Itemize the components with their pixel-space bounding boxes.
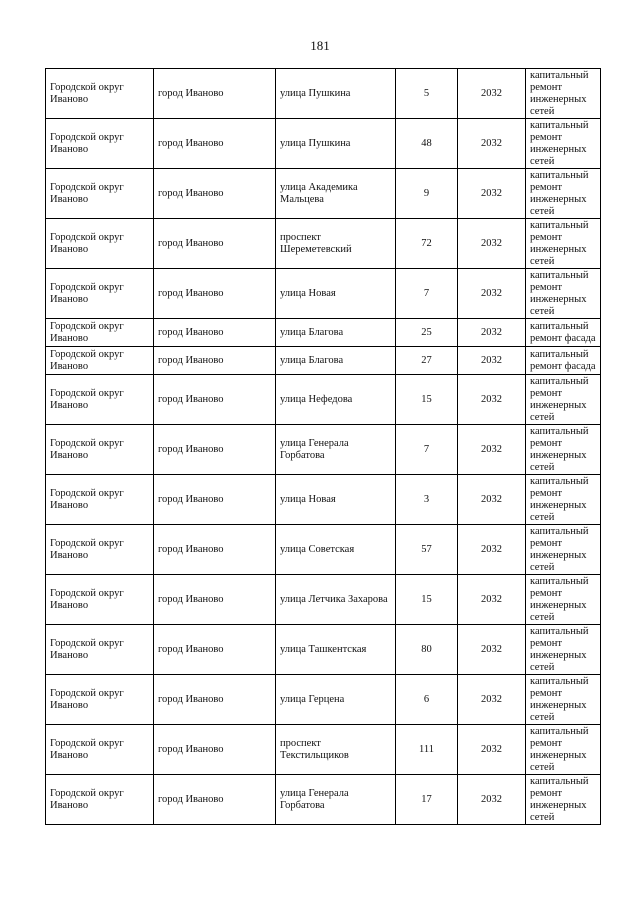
- house-number-cell: 6: [396, 675, 458, 725]
- street-cell: улица Ташкентская: [276, 625, 396, 675]
- municipality-cell: Городской округ Иваново: [46, 269, 154, 319]
- work-type-cell: капитальный ремонт фасада: [526, 319, 601, 347]
- municipality-cell: Городской округ Иваново: [46, 69, 154, 119]
- municipality-cell: Городской округ Иваново: [46, 119, 154, 169]
- municipality-cell: Городской округ Иваново: [46, 375, 154, 425]
- municipality-cell: Городской округ Иваново: [46, 347, 154, 375]
- settlement-cell: город Иваново: [154, 425, 276, 475]
- house-number-cell: 72: [396, 219, 458, 269]
- year-cell: 2032: [458, 775, 526, 825]
- street-cell: улица Нефедова: [276, 375, 396, 425]
- year-cell: 2032: [458, 675, 526, 725]
- table-row: [46, 319, 601, 347]
- table-row: [46, 775, 601, 825]
- work-type-cell: капитальный ремонт инженерных сетей: [526, 675, 601, 725]
- municipality-cell: Городской округ Иваново: [46, 575, 154, 625]
- work-type-cell: капитальный ремонт инженерных сетей: [526, 169, 601, 219]
- work-type-cell: капитальный ремонт инженерных сетей: [526, 475, 601, 525]
- municipality-cell: Городской округ Иваново: [46, 725, 154, 775]
- settlement-cell: город Иваново: [154, 575, 276, 625]
- settlement-cell: город Иваново: [154, 625, 276, 675]
- municipality-cell: Городской округ Иваново: [46, 625, 154, 675]
- settlement-cell: город Иваново: [154, 725, 276, 775]
- street-cell: улица Новая: [276, 269, 396, 319]
- repair-schedule-table: [45, 68, 601, 825]
- settlement-cell: город Иваново: [154, 119, 276, 169]
- work-type-cell: капитальный ремонт инженерных сетей: [526, 375, 601, 425]
- street-cell: проспект Шереметевский: [276, 219, 396, 269]
- house-number-cell: 5: [396, 69, 458, 119]
- year-cell: 2032: [458, 375, 526, 425]
- table-row: [46, 425, 601, 475]
- work-type-cell: капитальный ремонт инженерных сетей: [526, 69, 601, 119]
- table-row: [46, 675, 601, 725]
- year-cell: 2032: [458, 725, 526, 775]
- work-type-cell: капитальный ремонт инженерных сетей: [526, 775, 601, 825]
- house-number-cell: 57: [396, 525, 458, 575]
- work-type-cell: капитальный ремонт инженерных сетей: [526, 575, 601, 625]
- work-type-cell: капитальный ремонт инженерных сетей: [526, 269, 601, 319]
- page-number: 181: [310, 38, 330, 53]
- table-row: [46, 269, 601, 319]
- street-cell: улица Пушкина: [276, 119, 396, 169]
- street-cell: улица Генерала Горбатова: [276, 425, 396, 475]
- work-type-cell: капитальный ремонт инженерных сетей: [526, 219, 601, 269]
- municipality-cell: Городской округ Иваново: [46, 319, 154, 347]
- table-row: [46, 219, 601, 269]
- year-cell: 2032: [458, 425, 526, 475]
- table-row: [46, 625, 601, 675]
- house-number-cell: 25: [396, 319, 458, 347]
- street-cell: проспект Текстильщиков: [276, 725, 396, 775]
- settlement-cell: город Иваново: [154, 775, 276, 825]
- year-cell: 2032: [458, 119, 526, 169]
- street-cell: улица Новая: [276, 475, 396, 525]
- table-row: [46, 347, 601, 375]
- work-type-cell: капитальный ремонт инженерных сетей: [526, 425, 601, 475]
- settlement-cell: город Иваново: [154, 69, 276, 119]
- settlement-cell: город Иваново: [154, 675, 276, 725]
- settlement-cell: город Иваново: [154, 375, 276, 425]
- table-row: [46, 475, 601, 525]
- table-row: [46, 725, 601, 775]
- street-cell: улица Академика Мальцева: [276, 169, 396, 219]
- settlement-cell: город Иваново: [154, 319, 276, 347]
- house-number-cell: 9: [396, 169, 458, 219]
- house-number-cell: 15: [396, 375, 458, 425]
- year-cell: 2032: [458, 475, 526, 525]
- settlement-cell: город Иваново: [154, 269, 276, 319]
- municipality-cell: Городской округ Иваново: [46, 675, 154, 725]
- house-number-cell: 27: [396, 347, 458, 375]
- municipality-cell: Городской округ Иваново: [46, 775, 154, 825]
- municipality-cell: Городской округ Иваново: [46, 219, 154, 269]
- year-cell: 2032: [458, 319, 526, 347]
- street-cell: улица Пушкина: [276, 69, 396, 119]
- house-number-cell: 80: [396, 625, 458, 675]
- settlement-cell: город Иваново: [154, 475, 276, 525]
- year-cell: 2032: [458, 169, 526, 219]
- street-cell: улица Летчика Захарова: [276, 575, 396, 625]
- work-type-cell: капитальный ремонт инженерных сетей: [526, 625, 601, 675]
- street-cell: улица Благова: [276, 347, 396, 375]
- table-row: [46, 69, 601, 119]
- year-cell: 2032: [458, 625, 526, 675]
- settlement-cell: город Иваново: [154, 169, 276, 219]
- table-row: [46, 119, 601, 169]
- table-row: [46, 375, 601, 425]
- work-type-cell: капитальный ремонт фасада: [526, 347, 601, 375]
- house-number-cell: 3: [396, 475, 458, 525]
- municipality-cell: Городской округ Иваново: [46, 169, 154, 219]
- settlement-cell: город Иваново: [154, 219, 276, 269]
- municipality-cell: Городской округ Иваново: [46, 475, 154, 525]
- house-number-cell: 17: [396, 775, 458, 825]
- work-type-cell: капитальный ремонт инженерных сетей: [526, 525, 601, 575]
- house-number-cell: 48: [396, 119, 458, 169]
- year-cell: 2032: [458, 69, 526, 119]
- table-body: [46, 69, 601, 825]
- street-cell: улица Благова: [276, 319, 396, 347]
- house-number-cell: 111: [396, 725, 458, 775]
- year-cell: 2032: [458, 525, 526, 575]
- street-cell: улица Советская: [276, 525, 396, 575]
- year-cell: 2032: [458, 575, 526, 625]
- settlement-cell: город Иваново: [154, 347, 276, 375]
- house-number-cell: 7: [396, 269, 458, 319]
- municipality-cell: Городской округ Иваново: [46, 425, 154, 475]
- house-number-cell: 7: [396, 425, 458, 475]
- street-cell: улица Генерала Горбатова: [276, 775, 396, 825]
- settlement-cell: город Иваново: [154, 525, 276, 575]
- year-cell: 2032: [458, 269, 526, 319]
- table-row: [46, 575, 601, 625]
- work-type-cell: капитальный ремонт инженерных сетей: [526, 119, 601, 169]
- street-cell: улица Герцена: [276, 675, 396, 725]
- table-row: [46, 169, 601, 219]
- year-cell: 2032: [458, 347, 526, 375]
- year-cell: 2032: [458, 219, 526, 269]
- house-number-cell: 15: [396, 575, 458, 625]
- municipality-cell: Городской округ Иваново: [46, 525, 154, 575]
- table-row: [46, 525, 601, 575]
- work-type-cell: капитальный ремонт инженерных сетей: [526, 725, 601, 775]
